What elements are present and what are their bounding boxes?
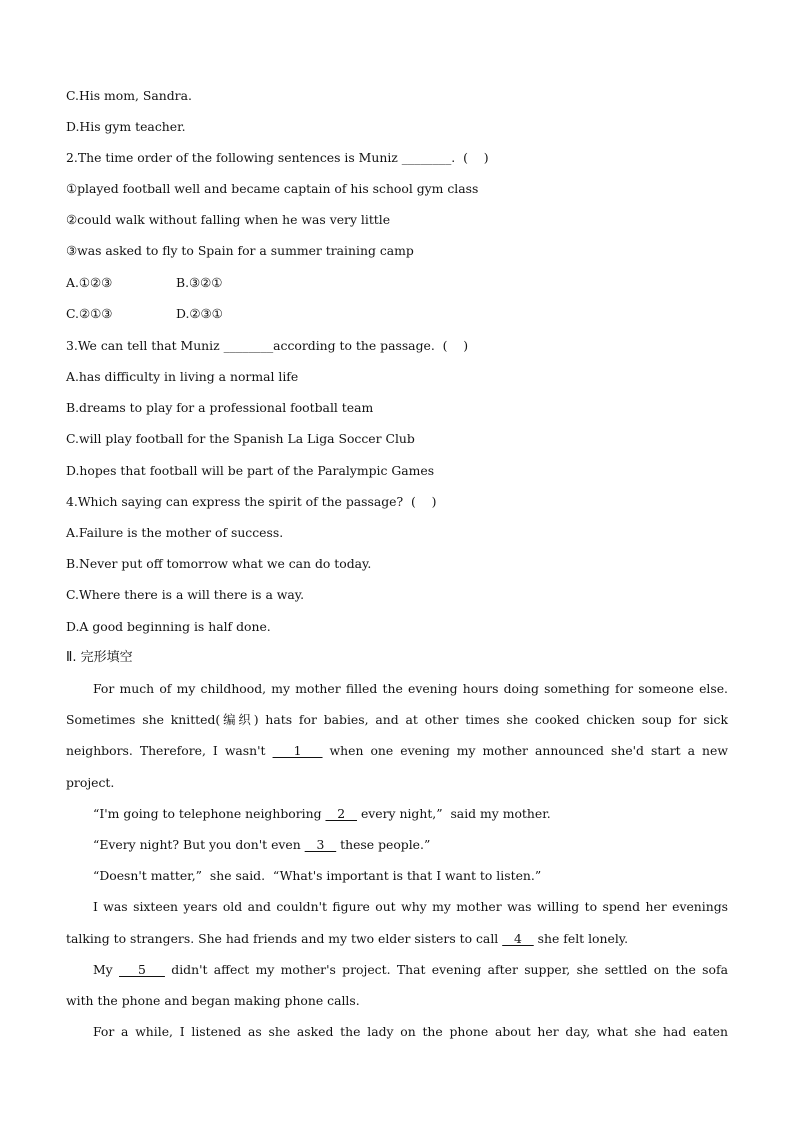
q3-stem: 3.We can tell that Muniz ________according to the passage. ( )	[66, 338, 469, 353]
q3-option-d: D.hopes that football will be part of the Paralympic Games	[66, 463, 435, 478]
passage-text: these people.”	[340, 837, 431, 852]
q4-option-b: B.Never put off tomorrow what we can do today.	[66, 556, 372, 571]
passage-line	[66, 743, 728, 759]
passage-text: every night,” said my mother.	[360, 806, 551, 821]
q2-option-c: C.②①③	[66, 306, 113, 321]
passage-line: Sometimes she knitted(编织) hats for babies, and at other times she cooked chicken soup for sick	[66, 712, 728, 727]
passage-text: didn't affect my mother's project. That evening after supper, she settled on the sofa	[171, 962, 728, 977]
passage-line: I was sixteen years old and couldn't figure out why my mother was willing to spend her evenings	[93, 899, 728, 914]
passage-line	[93, 962, 728, 978]
passage-text: talking to strangers. She had friends and my two elder sisters to call	[66, 931, 499, 946]
q1-option-c: C.His mom, Sandra.	[66, 88, 192, 103]
passage-text: she felt lonely.	[537, 931, 629, 946]
passage-line	[93, 837, 430, 853]
q2-sentence-1: ①played football well and became captain of his school gym class	[66, 181, 479, 196]
q3-option-c: C.will play football for the Spanish La Liga Soccer Club	[66, 431, 415, 446]
q4-option-c: C.Where there is a will there is a way.	[66, 587, 305, 602]
passage-text: My	[93, 962, 113, 977]
passage-line	[66, 931, 628, 947]
passage-line	[93, 806, 551, 822]
blank-5: 5	[119, 962, 165, 977]
q2-sentence-3: ③was asked to fly to Spain for a summer training camp	[66, 243, 414, 258]
passage-text: “Every night? But you don't even	[93, 837, 301, 852]
blank-3: 3	[304, 837, 337, 852]
blank-1: 1	[272, 743, 323, 758]
passage-text: “I'm going to telephone neighboring	[93, 806, 322, 821]
passage-text: neighbors. Therefore, I wasn't	[66, 743, 266, 758]
q3-option-a: A.has difficulty in living a normal life	[66, 369, 299, 384]
q3-option-b: B.dreams to play for a professional football team	[66, 400, 374, 415]
passage-line: For much of my childhood, my mother filled the evening hours doing something for someone else.	[93, 681, 728, 696]
q2-stem: 2.The time order of the following sentences is Muniz ________. ( )	[66, 150, 489, 165]
passage-line: project.	[66, 775, 115, 790]
q4-option-d: D.A good beginning is half done.	[66, 619, 271, 634]
passage-line: “Doesn't matter,” she said. “What's important is that I want to listen.”	[93, 868, 542, 883]
passage-line: with the phone and began making phone calls.	[66, 993, 360, 1008]
q2-sentence-2: ②could walk without falling when he was very little	[66, 212, 391, 227]
q4-option-a: A.Failure is the mother of success.	[66, 525, 284, 540]
q2-option-a: A.①②③	[66, 275, 113, 290]
passage-text: when one evening my mother announced she'd start a new	[329, 743, 728, 758]
q4-stem: 4.Which saying can express the spirit of the passage? ( )	[66, 494, 437, 509]
blank-4: 4	[502, 931, 534, 946]
passage-line: For a while, I listened as she asked the lady on the phone about her day, what she had eaten	[93, 1024, 728, 1039]
q1-option-d: D.His gym teacher.	[66, 119, 186, 134]
blank-2: 2	[325, 806, 357, 821]
q2-option-b: B.③②①	[176, 275, 223, 290]
q2-option-d: D.②③①	[176, 306, 223, 321]
section-heading-cloze: Ⅱ. 完形填空	[66, 650, 133, 665]
